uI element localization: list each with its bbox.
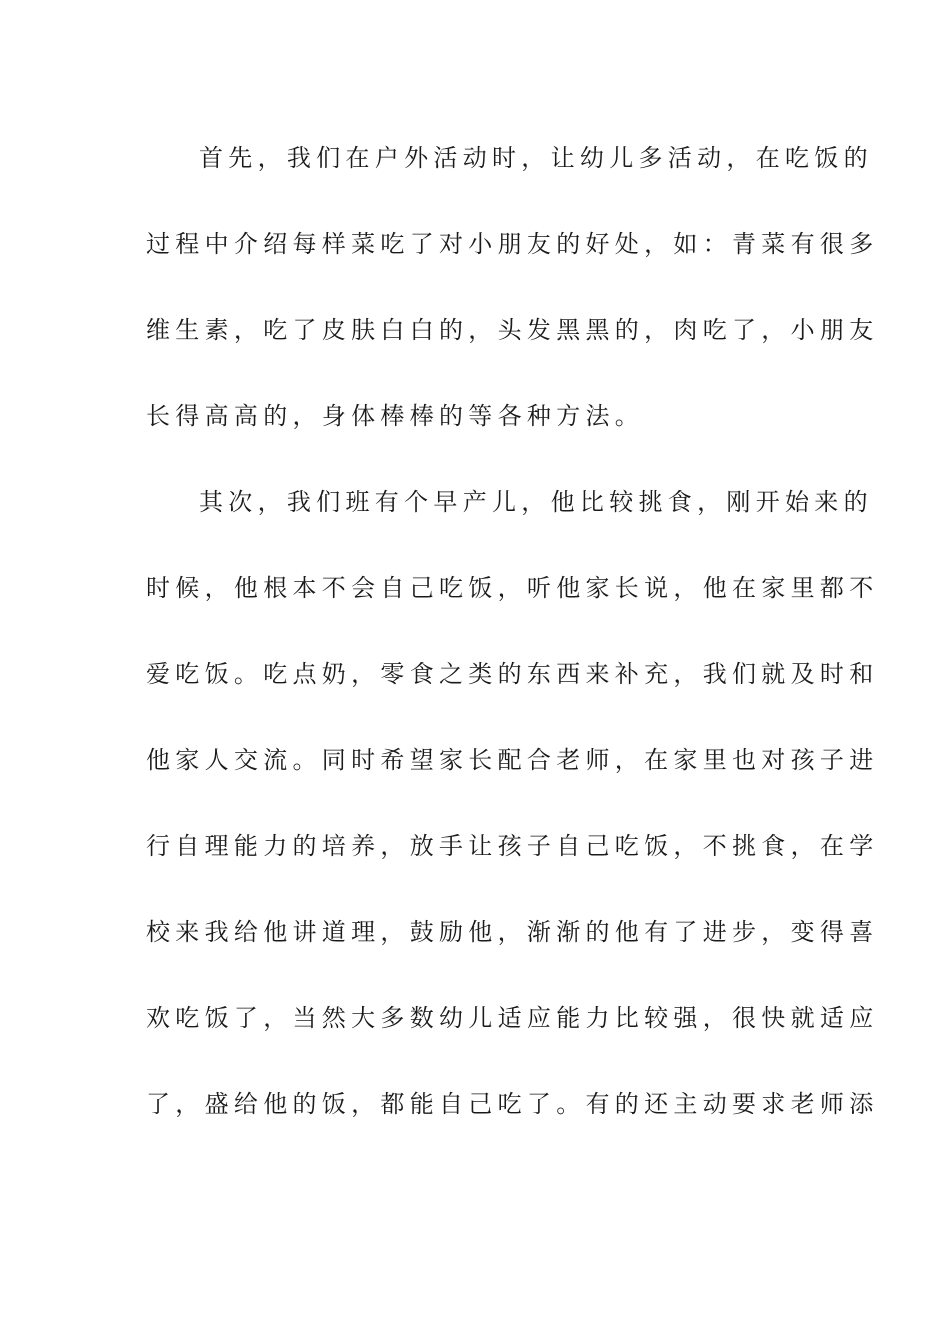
text-line: 过程中介绍每样菜吃了对小朋友的好处，如：青菜有很多 <box>146 230 879 258</box>
text-line: 行自理能力的培养，放手让孩子自己吃饭，不挑食，在学 <box>146 832 879 860</box>
text-line: 他家人交流。同时希望家长配合老师，在家里也对孩子进 <box>146 746 879 774</box>
text-line: 爱吃饭。吃点奶，零食之类的东西来补充，我们就及时和 <box>146 660 879 688</box>
paragraph-2 <box>146 481 879 1126</box>
text-line: 了，盛给他的饭，都能自己吃了。有的还主动要求老师添 <box>146 1090 879 1118</box>
text-line: 其次，我们班有个早产儿，他比较挑食，刚开始来的 <box>199 488 873 516</box>
document-body <box>146 137 879 1169</box>
text-line: 时候，他根本不会自己吃饭，听他家长说，他在家里都不 <box>146 574 879 602</box>
paragraph-1 <box>146 137 879 438</box>
text-line: 校来我给他讲道理，鼓励他，渐渐的他有了进步，变得喜 <box>146 918 879 946</box>
text-line: 欢吃饭了，当然大多数幼儿适应能力比较强，很快就适应 <box>146 1004 879 1032</box>
text-line: 长得高高的，身体棒棒的等各种方法。 <box>146 402 645 430</box>
text-line: 首先，我们在户外活动时，让幼儿多活动，在吃饭的 <box>199 144 873 172</box>
text-line: 维生素，吃了皮肤白白的，头发黑黑的，肉吃了，小朋友 <box>146 316 879 344</box>
